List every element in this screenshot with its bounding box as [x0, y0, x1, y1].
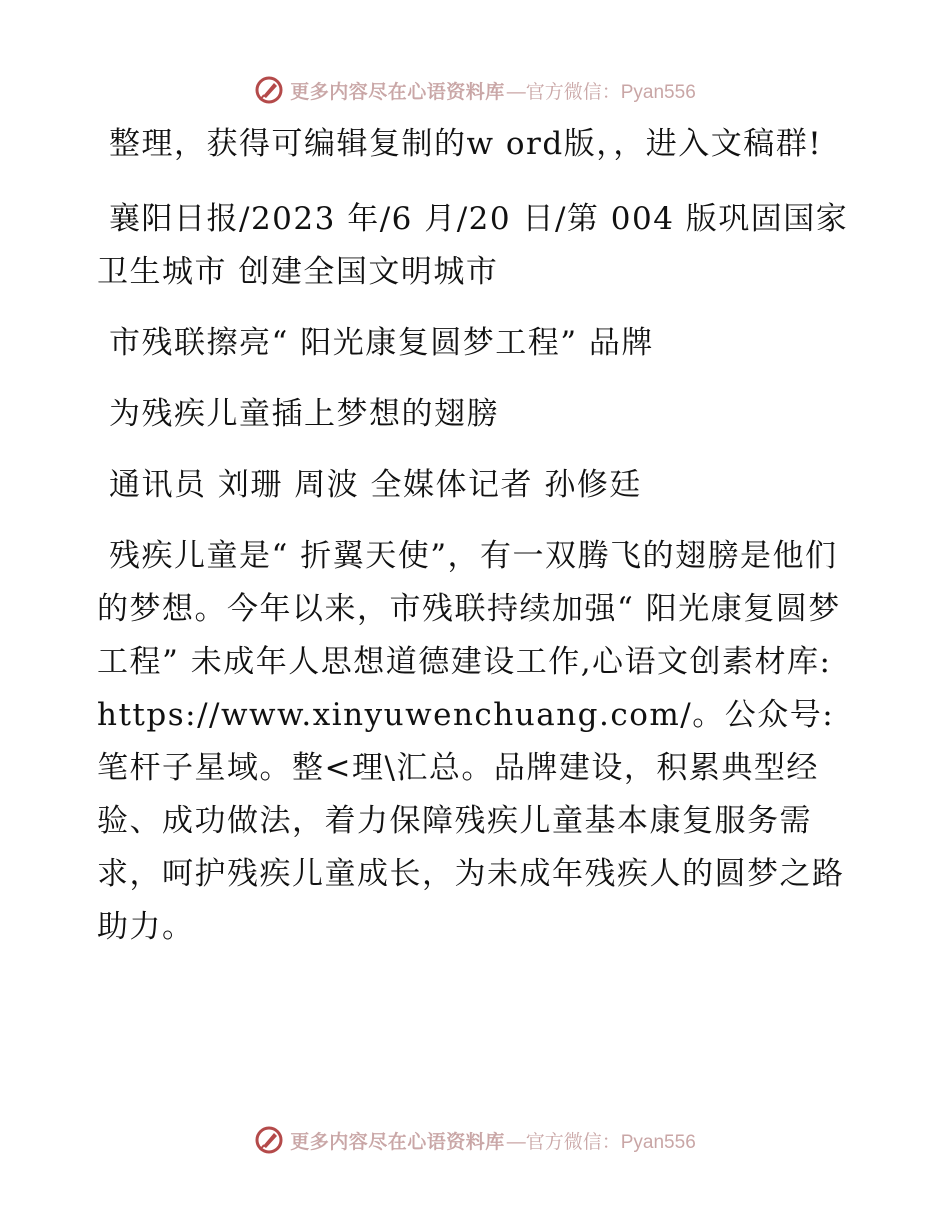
article-title: 市残联擦亮“ 阳光康复圆梦工程” 品牌	[109, 325, 654, 361]
watermark-wechat: —官方微信：Pyan556	[506, 1131, 696, 1153]
byline: 通讯员 刘珊 周波 全媒体记者 孙修廷	[109, 467, 642, 503]
article-subtitle: 为残疾儿童插上梦想的翅膀	[109, 396, 499, 432]
body-paragraph: 残疾儿童是“ 折翼天使”，有一双腾飞的翅膀是他们的梦想。今年以来，市残联持续加强“ 阳光康复圆梦工程” 未成年人思想道德建设工作,心语文创素材库: https://www.xinyuwenchuang.com/。公众号: 笔杆子星域。整<理\汇总。品牌建设，积累典型经验、成功做法，着力保障残疾儿童基本康复服务需求，呵护残疾儿童成长，为未成年残疾人的圆梦之路助力。	[97, 538, 845, 945]
quill-seal-icon	[254, 1125, 284, 1155]
quill-seal-icon	[254, 75, 284, 105]
watermark-header	[0, 70, 950, 110]
watermark-brand: 更多内容尽在心语资料库	[290, 1130, 505, 1153]
source-line: 襄阳日报/2023 年/6 月/20 日/第 004 版巩固国家卫生城市 创建全国文明城市	[97, 201, 849, 290]
watermark-brand: 更多内容尽在心语资料库	[290, 80, 505, 103]
intro-paragraph: 整理，获得可编辑复制的w ord版，，进入文稿群!	[109, 126, 823, 162]
watermark-footer	[0, 1120, 950, 1160]
document-body	[97, 118, 857, 954]
watermark-wechat: —官方微信：Pyan556	[506, 81, 696, 103]
